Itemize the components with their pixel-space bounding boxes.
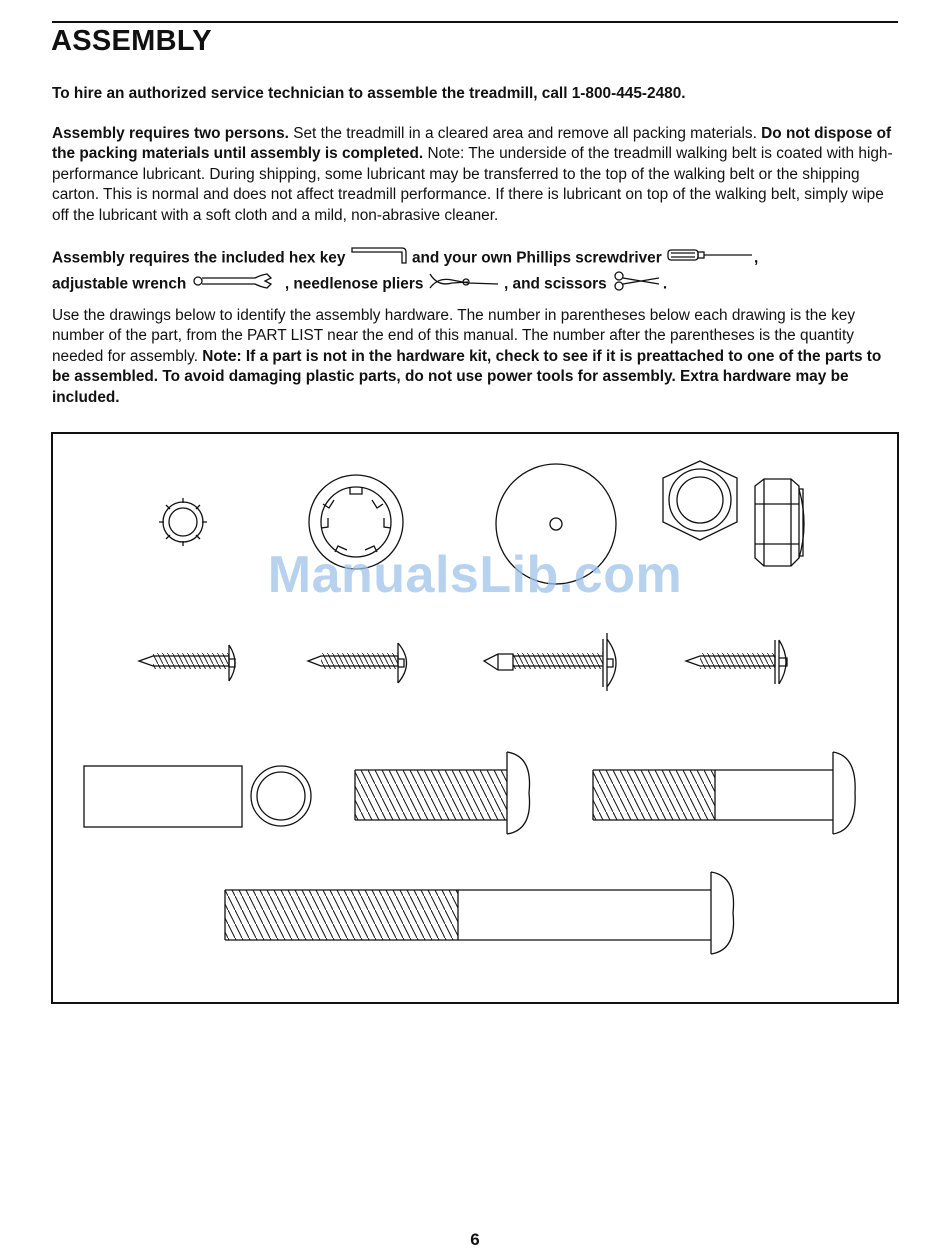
hardware-box [51, 432, 899, 1004]
star-washer-small-icon [159, 498, 207, 546]
scissors-icon [611, 271, 663, 297]
hex-nut-icon [663, 461, 737, 540]
spacer-tube-icon [84, 766, 242, 827]
assembly-paragraph: Assembly requires two persons. Set the treadmill in a cleared area and remove all packing materials. Do not dispose of the packing materials until assembly is completed. Note: The underside of the treadmill walking belt is coated with high-performance lubricant. During shipping, some lubricant may be transferred to the top of the walking belt or the shipping carton. This is normal and does not affect treadmill performance. If there is lubricant on top of the walking belt, simply wipe off the lubricant with a soft cloth and a mild, non-abrasive cleaner. [52, 125, 893, 224]
screw-2-icon [308, 643, 407, 683]
pliers-icon [428, 271, 500, 297]
spacer-ring-icon [251, 766, 311, 826]
self-drilling-screw-icon [484, 633, 616, 691]
watermark: ManualsLib.com [267, 546, 683, 604]
button-bolt-long-icon [225, 872, 734, 954]
screw-4-icon [686, 640, 787, 684]
button-bolt-short-icon [355, 752, 530, 834]
service-line: To hire an authorized service technician to assemble the treadmill, call 1-800-445-2480. [52, 85, 686, 102]
page-number: 6 [470, 1230, 480, 1249]
screwdriver-icon [666, 247, 754, 269]
tools-paragraph: Assembly requires the included hex key and your own Phillips screwdriver , adjustable wrench , needlenose pliers , and scissors . [52, 245, 902, 298]
screw-1-icon [139, 645, 235, 681]
page-title: ASSEMBLY [51, 25, 212, 57]
button-bolt-medium-icon [593, 752, 855, 834]
hardware-drawing [53, 434, 897, 1002]
wrench-icon [191, 272, 281, 296]
hardware-paragraph: Use the drawings below to identify the assembly hardware. The number in parentheses below each drawing is the key number of the part, from the PART LIST near the end of this manual. The number after the parentheses is the quantity needed for assembly. Note: If a part is not in the hardware kit, check to see if it is preattached to one of the parts to be assembled. To avoid damaging plastic parts, do not use power tools for assembly. Extra hardware may be included. [52, 307, 882, 406]
top-rule [52, 21, 898, 23]
hex-key-icon [350, 245, 408, 271]
